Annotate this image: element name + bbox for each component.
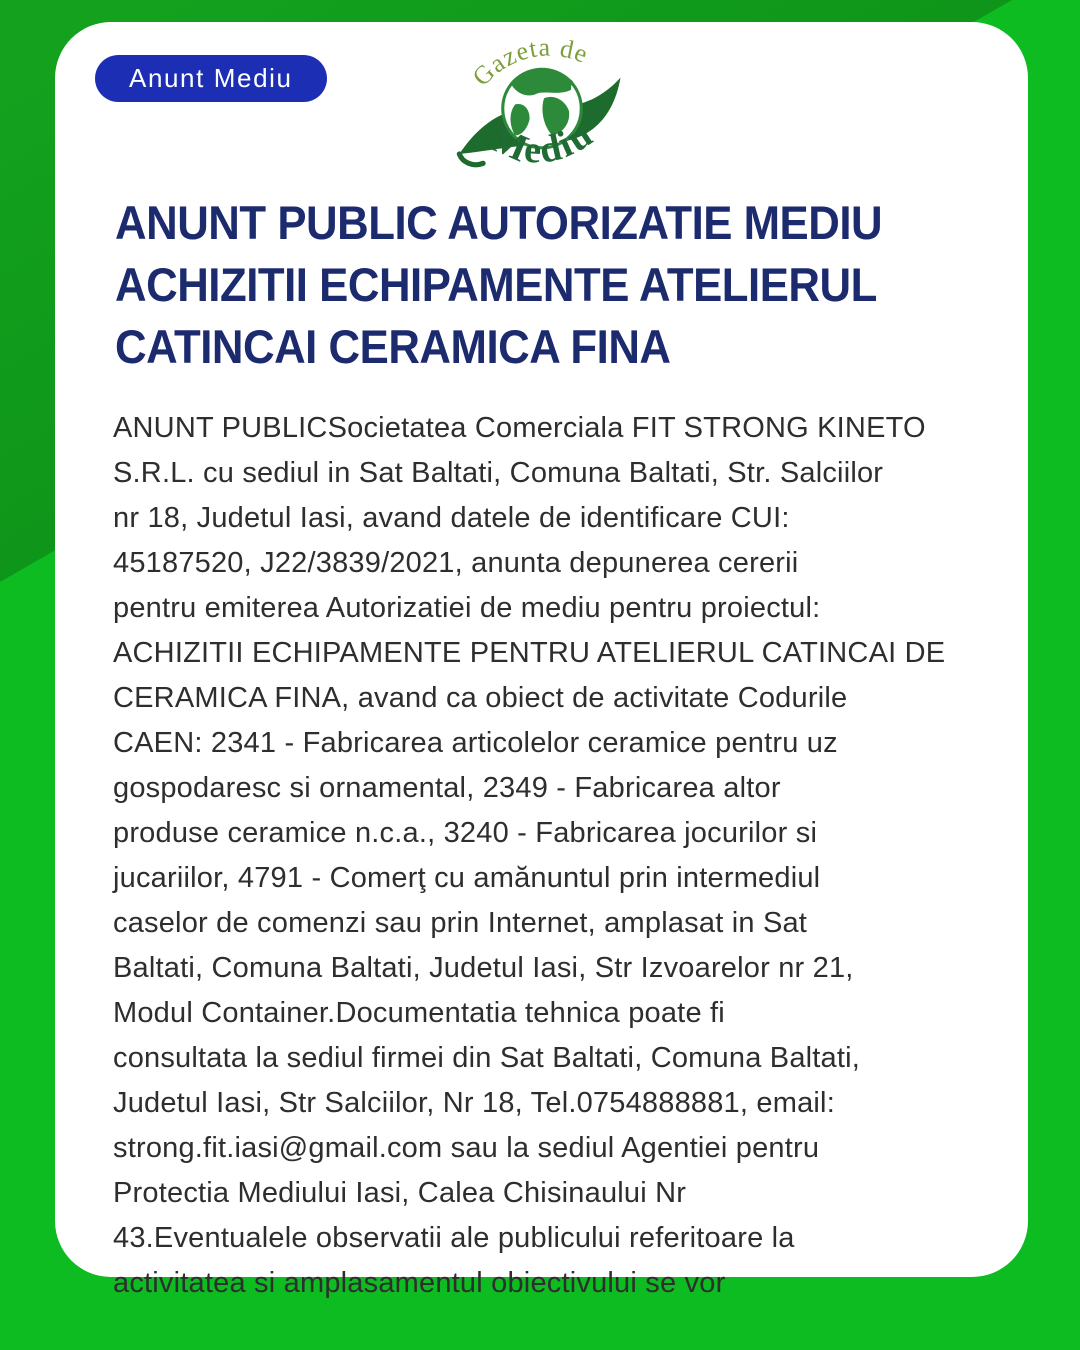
body-line: S.R.L. cu sediul in Sat Baltati, Comuna Baltati, Str. Salciilor — [113, 457, 884, 489]
body-line: 43.Eventualele observatii ale publicului referitoare la — [113, 1222, 795, 1254]
page-title — [115, 192, 940, 378]
body-line: Modul Container.Documentatia tehnica poate fi — [113, 997, 725, 1029]
body-line: caselor de comenzi sau prin Internet, amplasat in Sat — [113, 907, 808, 939]
body-line: CAEN: 2341 - Fabricarea articolelor ceramice pentru uz — [113, 727, 838, 759]
body-line: ACHIZITII ECHIPAMENTE PENTRU ATELIERUL CATINCAI DE — [113, 637, 946, 669]
category-badge-label: Anunt Mediu — [129, 63, 293, 93]
body-line: 45187520, J22/3839/2021, anunta depunerea cererii — [113, 547, 799, 579]
gazeta-de-mediu-logo — [447, 30, 637, 185]
body-line: consultata la sediul firmei din Sat Baltati, Comuna Baltati, — [113, 1042, 861, 1074]
body-line: CERAMICA FINA, avand ca obiect de activitate Codurile — [113, 682, 848, 714]
title-line: ACHIZITII ECHIPAMENTE ATELIERUL — [115, 258, 877, 311]
logo-graphic — [447, 30, 637, 185]
logo-bottom-text: Mediu — [483, 112, 601, 172]
title-line: ANUNT PUBLIC AUTORIZATIE MEDIU — [115, 196, 883, 249]
body-line: Judetul Iasi, Str Salciilor, Nr 18, Tel.0754888881, email: — [113, 1087, 835, 1119]
body-line: ANUNT PUBLICSocietatea Comerciala FIT STRONG KINETO — [113, 412, 926, 444]
announcement-card — [55, 22, 1028, 1299]
body-line: Baltati, Comuna Baltati, Judetul Iasi, Str Izvoarelor nr 21, — [113, 952, 854, 984]
body-line: nr 18, Judetul Iasi, avand datele de identificare CUI: — [113, 502, 790, 534]
body-line: produse ceramice n.c.a., 3240 - Fabricarea jocurilor si — [113, 817, 818, 849]
body-line: Protectia Mediului Iasi, Calea Chisinaului Nr — [113, 1177, 687, 1209]
body-line: jucariilor, 4791 - Comerţ cu amănuntul prin intermediul — [113, 862, 821, 894]
announcement-body — [113, 406, 945, 1306]
body-line: activitatea si amplasamentul obiectivului se vor — [113, 1267, 726, 1299]
body-line: strong.fit.iasi@gmail.com sau la sediul Agentiei pentru — [113, 1132, 820, 1164]
body-line: pentru emiterea Autorizatiei de mediu pentru proiectul: — [113, 592, 821, 624]
body-line: gospodaresc si ornamental, 2349 - Fabricarea altor — [113, 772, 781, 804]
title-line: CATINCAI CERAMICA FINA — [115, 320, 671, 373]
logo-top-text: Gazeta de — [466, 32, 593, 92]
category-badge — [95, 55, 327, 102]
